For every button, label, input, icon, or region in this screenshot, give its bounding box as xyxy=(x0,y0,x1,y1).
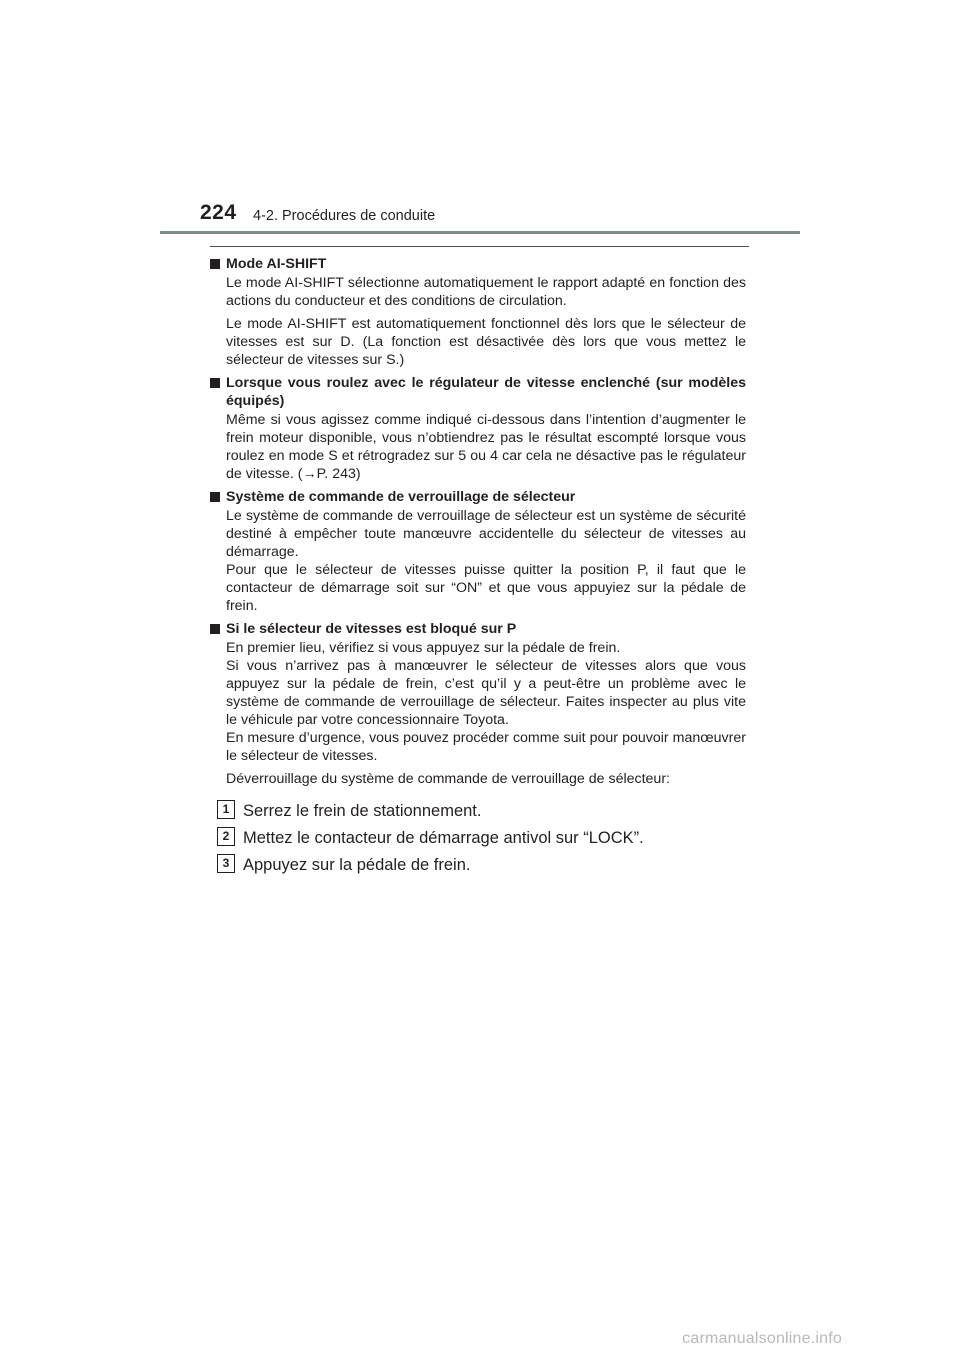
step-text: Serrez le frein de stationnement. xyxy=(243,802,482,820)
square-bullet-icon xyxy=(210,259,220,269)
square-bullet-icon xyxy=(210,378,220,388)
section-heading xyxy=(210,374,746,410)
section-ai-shift xyxy=(210,255,746,369)
step-item xyxy=(210,798,746,825)
section-title: Lorsque vous roulez avec le régulateur de vitesse enclenché (sur modèles équipés) xyxy=(226,375,746,409)
page-content xyxy=(210,255,746,879)
paragraph: En premier lieu, vérifiez si vous appuyez sur la pédale de frein. xyxy=(226,640,621,656)
step-item xyxy=(210,825,746,852)
section-title: Mode AI-SHIFT xyxy=(226,256,327,272)
header-rule xyxy=(160,231,800,234)
square-bullet-icon xyxy=(210,492,220,502)
step-text: Mettez le contacteur de démarrage antivol sur “LOCK”. xyxy=(243,829,644,847)
section-cruise-control xyxy=(210,374,746,483)
page-number: 224 xyxy=(200,201,237,224)
paragraph: Le mode AI-SHIFT est automatiquement fonctionnel dès lors que le sélecteur de vitesses est sur D. (La fonction est désactivée dès lors que vous mettez le sélecteur de vitesses sur S.) xyxy=(226,316,746,368)
paragraph: Même si vous agissez comme indiqué ci-dessous dans l’intention d’augmenter le frein moteur disponible, vous n’obtiendrez pas le résultat escompté lorsque vous roulez en mode S et rétrogradez sur 5 ou 4 car cela ne désactive pas le régulateur de vitesse. (→P. 243) xyxy=(226,412,746,482)
section-heading xyxy=(210,488,746,506)
step-number-badge: 2 xyxy=(217,827,235,846)
section-shift-lock xyxy=(210,488,746,615)
section-title: Système de commande de verrouillage de sélecteur xyxy=(226,489,576,505)
step-number-badge: 1 xyxy=(217,800,235,819)
section-title: Si le sélecteur de vitesses est bloqué sur P xyxy=(226,621,517,637)
square-bullet-icon xyxy=(210,624,220,634)
paragraph: Le mode AI-SHIFT sélectionne automatiquement le rapport adapté en fonction des actions du conducteur et des conditions de circulation. xyxy=(226,275,746,309)
paragraph: En mesure d’urgence, vous pouvez procéder comme suit pour pouvoir manœuvrer le sélecteur de vitesses. xyxy=(226,730,746,764)
paragraph: Si vous n’arrivez pas à manœuvrer le sélecteur de vitesses alors que vous appuyez sur la pédale de frein, c’est qu’il y a peut-être un problème avec le système de commande de verrouillage de sélecteur. Faites inspecter au plus vite le véhicule par votre concessionnaire Toyota. xyxy=(226,658,746,728)
step-number-badge: 3 xyxy=(217,854,235,873)
step-text: Appuyez sur la pédale de frein. xyxy=(243,856,471,874)
section-rule xyxy=(210,246,749,247)
section-heading xyxy=(210,255,746,273)
section-selector-stuck xyxy=(210,620,746,788)
watermark: carmanualsonline.info xyxy=(682,1330,842,1347)
paragraph: Le système de commande de verrouillage de sélecteur est un système de sécurité destiné à empêcher toute manœuvre accidentelle du sélecteur de vitesses au démarrage. xyxy=(226,508,746,560)
step-item xyxy=(210,852,746,879)
chapter-title: 4-2. Procédures de conduite xyxy=(253,208,436,224)
step-list xyxy=(210,798,746,879)
paragraph: Déverrouillage du système de commande de verrouillage de sélecteur: xyxy=(226,771,670,787)
section-heading xyxy=(210,620,746,638)
paragraph: Pour que le sélecteur de vitesses puisse quitter la position P, il faut que le contacteur de démarrage soit sur “ON” et que vous appuyiez sur la pédale de frein. xyxy=(226,562,746,614)
